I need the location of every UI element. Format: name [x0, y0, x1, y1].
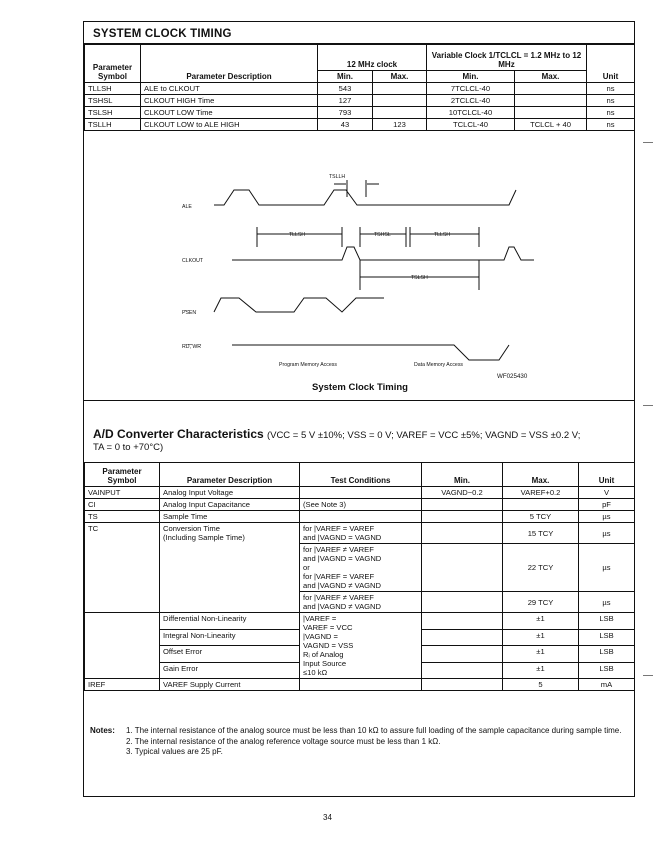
cell-description: Gain Error	[160, 662, 300, 679]
cell-max: 5	[503, 679, 579, 691]
cell-min: 2TCLCL-40	[427, 95, 515, 107]
interval-label: TSLLH	[329, 174, 346, 180]
cell-min	[422, 499, 503, 511]
header-unit: Unit	[587, 45, 635, 83]
cell-max: ±1	[503, 662, 579, 679]
cell-unit: µs	[579, 511, 635, 523]
cell-max	[373, 95, 427, 107]
cell-min: 127	[318, 95, 373, 107]
table-row	[85, 613, 635, 630]
header-test-conditions: Test Conditions	[300, 463, 422, 487]
cell-test	[300, 592, 422, 613]
cell-description: CLKOUT HIGH Time	[141, 95, 318, 107]
cell-min: 543	[318, 83, 373, 95]
cell-max: 15 TCY	[503, 523, 579, 544]
note-text: 3. Typical values are 25 pF.	[126, 747, 223, 756]
cell-max	[503, 499, 579, 511]
cell-test	[300, 487, 422, 499]
cell-unit: mA	[579, 679, 635, 691]
test-line: Input Source	[303, 659, 347, 668]
cell-test	[300, 613, 422, 679]
cell-max	[373, 107, 427, 119]
header-max: Max.	[373, 71, 427, 83]
cell-min: 7TCLCL-40	[427, 83, 515, 95]
cell-max	[515, 95, 587, 107]
clkout-waveform	[232, 247, 534, 260]
cell-description: Differential Non-Linearity	[160, 613, 300, 630]
divider	[84, 400, 634, 401]
cell-max	[373, 83, 427, 95]
cell-symbol: TSHSL	[85, 95, 141, 107]
cell-symbol: TC	[85, 523, 160, 613]
cell-unit: LSB	[579, 613, 635, 630]
test-line: for |VAREF ≠ VAREF	[303, 545, 374, 554]
cell-min	[422, 613, 503, 630]
note-item	[90, 726, 630, 737]
cell-max: 22 TCY	[503, 544, 579, 592]
access-note: Program Memory Access	[279, 362, 337, 368]
cell-min	[422, 679, 503, 691]
margin-mark	[643, 142, 653, 143]
test-line: and |VAGND = VAGND	[303, 554, 382, 563]
table-row	[85, 119, 635, 131]
cell-max: VAREF+0.2	[503, 487, 579, 499]
table-row	[85, 499, 635, 511]
note-item	[90, 747, 630, 758]
cell-description: CLKOUT LOW to ALE HIGH	[141, 119, 318, 131]
notes-label: Notes:	[90, 726, 115, 735]
header-min: Min.	[318, 71, 373, 83]
figure-id: WF025430	[497, 373, 528, 380]
cell-symbol: TSLSH	[85, 107, 141, 119]
cell-description: CLKOUT LOW Time	[141, 107, 318, 119]
cell-max: 123	[373, 119, 427, 131]
cell-min: 43	[318, 119, 373, 131]
table-row	[85, 511, 635, 523]
test-line: for |VAREF ≠ VAREF	[303, 593, 374, 602]
test-line: ≤10 kΩ	[303, 668, 328, 677]
note-text: 2. The internal resistance of the analog reference voltage source must be less than 1 kΩ.	[126, 736, 441, 746]
header-symbol: Parameter Symbol	[85, 463, 160, 487]
cell-unit: LSB	[579, 646, 635, 663]
test-line: Rᵢ of Analog	[303, 650, 344, 659]
cell-max: 5 TCY	[503, 511, 579, 523]
cell-unit: V	[579, 487, 635, 499]
tc-desc-line: (Including Sample Time)	[163, 533, 245, 542]
cell-symbol	[85, 613, 160, 679]
test-line: for |VAREF = VAREF	[303, 524, 375, 533]
cell-min: TCLCL-40	[427, 119, 515, 131]
cell-min	[422, 646, 503, 663]
interval-label: TLLSH	[434, 232, 451, 238]
test-line: for |VAREF = VAREF	[303, 572, 375, 581]
cell-symbol: TS	[85, 511, 160, 523]
cell-min	[422, 511, 503, 523]
interval-label: TSHSL	[374, 232, 391, 238]
clock-section-title: SYSTEM CLOCK TIMING	[93, 28, 232, 40]
cell-unit: ns	[587, 107, 635, 119]
header-min: Min.	[427, 71, 515, 83]
cell-description: Analog Input Voltage	[160, 487, 300, 499]
signal-label-ale: ALE	[182, 204, 192, 210]
cell-unit: pF	[579, 499, 635, 511]
cell-min: VAGND−0.2	[422, 487, 503, 499]
notes-block	[90, 726, 630, 758]
header-unit: Unit	[579, 463, 635, 487]
cell-symbol: TSLLH	[85, 119, 141, 131]
header-variable-clock: Variable Clock 1/TCLCL = 1.2 MHz to 12 MHz	[427, 45, 587, 71]
page-number: 34	[323, 813, 332, 822]
cell-unit: ns	[587, 83, 635, 95]
margin-mark	[643, 405, 653, 406]
cell-symbol: CI	[85, 499, 160, 511]
cell-description: Sample Time	[160, 511, 300, 523]
table-row	[85, 679, 635, 691]
access-note: Data Memory Access	[414, 362, 464, 368]
cell-max: TCLCL + 40	[515, 119, 587, 131]
ad-characteristics-table	[84, 462, 635, 691]
page-frame	[83, 21, 635, 797]
cell-description: Integral Non-Linearity	[160, 629, 300, 646]
margin-mark	[643, 675, 653, 676]
figure-caption: System Clock Timing	[312, 382, 408, 393]
interval-label: TLLSH	[289, 232, 306, 238]
cell-max: ±1	[503, 646, 579, 663]
header-max: Max.	[515, 71, 587, 83]
test-line: or	[303, 563, 310, 572]
clock-timing-table	[84, 44, 635, 131]
cell-max: 29 TCY	[503, 592, 579, 613]
cell-max	[515, 107, 587, 119]
cell-description: ALE to CLKOUT	[141, 83, 318, 95]
test-line: VAGND = VSS	[303, 641, 354, 650]
cell-description: VAREF Supply Current	[160, 679, 300, 691]
cell-max: ±1	[503, 613, 579, 630]
cell-min: 10TCLCL-40	[427, 107, 515, 119]
cell-unit: ns	[587, 119, 635, 131]
cell-description	[160, 523, 300, 613]
note-item	[90, 737, 630, 748]
cell-test: (See Note 3)	[300, 499, 422, 511]
cell-min	[422, 544, 503, 592]
cell-min	[422, 592, 503, 613]
cell-test	[300, 544, 422, 592]
cell-test	[300, 523, 422, 544]
ad-conditions: (VCC = 5 V ±10%; VSS = 0 V; VAREF = VCC ±5%; VAGND = VSS ±0.2 V;	[266, 430, 581, 441]
header-description: Parameter Description	[141, 45, 318, 83]
table-row	[85, 95, 635, 107]
psen-waveform	[214, 298, 384, 312]
test-line: VAREF = VCC	[303, 623, 353, 632]
note-text: 1. The internal resistance of the analog source must be less than 10 kΩ to assure full loading of the sample capacitance during sample time.	[126, 726, 622, 735]
header-12mhz: 12 MHz clock	[318, 45, 427, 71]
cell-symbol: IREF	[85, 679, 160, 691]
cell-unit: ns	[587, 95, 635, 107]
header-description: Parameter Description	[160, 463, 300, 487]
cell-min	[422, 662, 503, 679]
ad-conditions-2: TA = 0 to +70°C)	[93, 442, 164, 453]
signal-label-clkout: CLKOUT	[182, 258, 204, 264]
test-line: |VAREF =	[303, 614, 337, 623]
cell-unit: µs	[579, 592, 635, 613]
timing-diagram	[84, 162, 634, 382]
cell-max	[515, 83, 587, 95]
ale-waveform	[214, 190, 516, 205]
cell-unit: µs	[579, 523, 635, 544]
tc-desc-line: Conversion Time	[163, 524, 220, 533]
table-row	[85, 523, 635, 544]
cell-symbol: TLLSH	[85, 83, 141, 95]
table-row	[85, 487, 635, 499]
cell-test	[300, 679, 422, 691]
cell-description: Analog Input Capacitance	[160, 499, 300, 511]
cell-min	[422, 523, 503, 544]
cell-unit: µs	[579, 544, 635, 592]
test-line: and |VAGND = VAGND	[303, 533, 382, 542]
cell-max: ±1	[503, 629, 579, 646]
signal-label-rd-wr: RD, WR	[182, 344, 202, 350]
ad-title-text: A/D Converter Characteristics	[93, 427, 264, 441]
header-min: Min.	[422, 463, 503, 487]
header-symbol: Parameter Symbol	[85, 45, 141, 83]
ad-section-title	[93, 427, 580, 453]
cell-symbol: VAINPUT	[85, 487, 160, 499]
test-line: and |VAGND ≠ VAGND	[303, 602, 382, 611]
cell-min	[422, 629, 503, 646]
header-max: Max.	[503, 463, 579, 487]
table-row	[85, 83, 635, 95]
cell-description: Offset Error	[160, 646, 300, 663]
cell-test	[300, 511, 422, 523]
signal-label-psen: PSEN	[182, 310, 197, 316]
interval-label: TSLSH	[411, 275, 428, 281]
cell-unit: LSB	[579, 629, 635, 646]
cell-min: 793	[318, 107, 373, 119]
cell-unit: LSB	[579, 662, 635, 679]
table-row	[85, 107, 635, 119]
test-line: |VAGND =	[303, 632, 338, 641]
rd-wr-waveform	[232, 345, 509, 360]
test-line: and |VAGND ≠ VAGND	[303, 581, 382, 590]
